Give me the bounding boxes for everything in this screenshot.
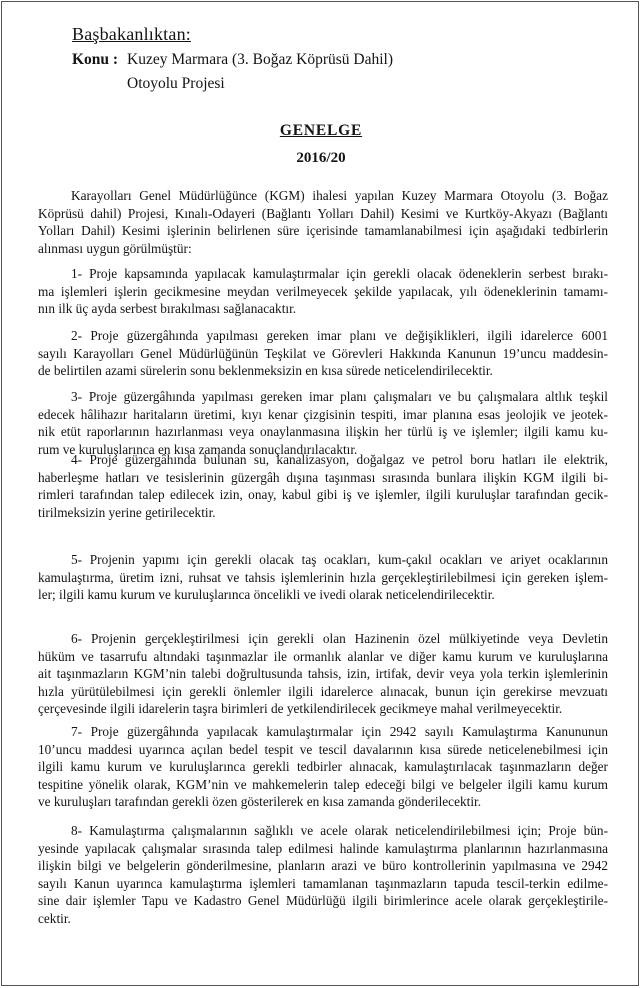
paragraph-line: tespitine yönelik olarak, KGM’nin ve mahkemelerin talep edeceği bilgi ve belgeler ilgili kamu kurum [38, 776, 608, 792]
paragraph-line: hızla yürütülebilmesi için gerekli önlemler ilgili idarelerce alınacak, bunun için gerekirse mevzuatı [38, 683, 608, 699]
paragraph-5 [38, 551, 608, 604]
paragraph-line: ait taşınmazların KGM’nin talebi doğrultusunda tahsis, izin, irtifak, devir veya yola terkin işlemlerinin [38, 666, 608, 681]
paragraph-line: rum ve kuruluşlarınca en kısa zamanda sonuçlandırılacaktır. [38, 441, 358, 457]
paragraph-line: 5- Projenin yapımı için gerekli olacak taş ocakları, kum-çakıl ocakları ve ariyet ocaklarının [71, 552, 608, 567]
subject-block [72, 48, 393, 96]
paragraph-line: 10’uncu maddesi uyarınca açılan bedel tespit ve tescil davalarının kısa sürede neticelenebilmesi için [38, 741, 608, 757]
paragraph-7 [38, 723, 608, 811]
paragraph-2 [38, 327, 608, 380]
paragraph-line: rimleri tarafından talep edilecek izin, onay, kabul gibi iş ve işlemler, ilgili kuruluşlar tarafından gecik- [38, 487, 608, 502]
paragraph-line: cektir. [38, 910, 71, 926]
paragraph-line: 8- Kamulaştırma çalışmalarının sağlıklı ve acele olarak neticelendirilebilmesi için; Proje bün- [71, 823, 608, 838]
paragraph-line: sayılı Karayolları Genel Müdürlüğünün Teşkilat ve Görevleri Hakkında Kanunun 19’uncu maddesin- [38, 345, 608, 361]
paragraph-line: Karayolları Genel Müdürlüğünce (KGM) ihalesi yapılan Kuzey Marmara Otoyolu (3. Boğaz [71, 188, 608, 203]
paragraph-1 [38, 265, 608, 318]
paragraph-line: ve kuruluşları tarafından gerekli özen gösterilerek en kısa zamanda gönderilecektir. [38, 794, 482, 809]
document-title: GENELGE [279, 122, 363, 139]
paragraph-line: hüküm ve tasarrufu altındaki taşınmazlar ile ormanlık alanlar ve diğer kamu kurum ve kuruluşlarına [38, 648, 608, 664]
subject-label: Konu : [72, 51, 119, 68]
paragraph-line: edecek hâlihazır haritaların üretimi, kıyı kenar çizgisinin tespiti, imar planına esas jeolojik ve jeotek- [38, 406, 608, 422]
paragraph-line: Yolları Dahil) Kesimi işlerinin belirlenen süre içerisinde tamamlanabilmesi için aşağıdaki tedbirlerin [38, 223, 608, 238]
paragraph-line: ma işlemleri işlerin gecikmesine meydan verilmeyecek şekilde yapılacak, yılı ödeneklerinin tamamı- [38, 283, 608, 299]
paragraph-8 [38, 822, 608, 927]
paragraph-0 [38, 187, 608, 257]
paragraph-line: nın ilk üç ayda serbest bırakılması sağlanacaktır. [38, 301, 297, 316]
paragraph-line: ilişkin bilgi ve belgelerin gönderilmesine, planların arazi ve büro kontrollerinin yapılmasına ve 2942 [38, 858, 608, 873]
paragraph-line: nik etüt raporlarının hazırlanması veya onaylanmasına ilişkin her türlü iş ve işlemler; ilgili kamu ku- [38, 424, 608, 439]
subject-line-2: Otoyolu Projesi [127, 75, 225, 92]
paragraph-line: sayılı Kanun uyarınca kamulaştırma işlemleri tamamlanan taşınmazların tapuda tescil-terkin edilme- [38, 875, 608, 891]
paragraph-line: ilgili kamu kurum ve kuruluşlarınca gerekli tedbirler alınacak, kamulaştırılacak taşınmazların değer [38, 759, 608, 774]
paragraph-line: tirilmeksizin yerine getirilecektir. [38, 504, 216, 520]
paragraph-line: çerçevesinde ilgili idarelerin taşra birimleri de yetkilendirilecek gecikmeye mahal verilmeyecektir. [38, 701, 563, 716]
issuing-institution: Başbakanlıktan: [72, 24, 191, 44]
paragraph-line: alınması uygun görülmüştür: [38, 240, 192, 256]
paragraph-line: sine dair işlemler Tapu ve Kadastro Genel Müdürlüğü ilgili birimlerince acele olarak gerçekleştirile- [38, 893, 608, 908]
paragraph-6 [38, 630, 608, 718]
paragraph-line: 3- Proje güzergâhında yapılması gereken imar planı çalışmaları ve bu çalışmalara altlık teşkil [71, 389, 608, 404]
paragraph-line: 7- Proje güzergâhında yapılacak kamulaştırmalar için 2942 sayılı Kamulaştırma Kanununun [71, 724, 608, 739]
paragraph-line: Köprüsü dahil) Projesi, Kınalı-Odayeri (Bağlantı Yolları Dahil) Kesimi ve Kurtköy-Akyazı (Bağlantı [38, 205, 608, 221]
document-number: 2016/20 [296, 150, 346, 166]
subject-line-1: Kuzey Marmara (3. Boğaz Köprüsü Dahil) [127, 51, 393, 68]
paragraph-line: 4- Proje güzergâhında bulunan su, kanalizasyon, doğalgaz ve petrol boru hatları ile elektrik, [71, 452, 608, 467]
paragraph-4 [38, 451, 608, 521]
paragraph-line: ler; ilgili kamu kurum ve kuruluşlarınca öncelikli ve ivedi olarak neticelendirilecektir. [38, 587, 495, 602]
paragraph-line: 1- Proje kapsamında yapılacak kamulaştırmalar için gerekli olacak ödeneklerin serbest bırakı- [71, 266, 608, 281]
paragraph-line: yesinde yapılacak çalışmalar sırasında talep edilmesi halinde kamulaştırma planlarının hazırlanmasına [38, 840, 608, 856]
paragraph-line: 6- Projenin gerçekleştirilmesi için gerekli olan Hazinenin özel mülkiyetinde veya Devletin [71, 631, 608, 646]
paragraph-line: 2- Proje güzergâhında yapılması gereken imar planı ve değişiklikleri, ilgili idarelerce 6001 [71, 328, 608, 343]
paragraph-line: haberleşme hatları ve tesislerinin güzergâh dışına taşınması sırasında bunlara ilişkin KGM ilgili bi- [38, 469, 608, 485]
paragraph-line: kamulaştırma, üretim izni, ruhsat ve tahsis işlemlerinin hızla gerçekleştirilebilmesi için gereken işlem- [38, 569, 608, 585]
paragraph-line: de belirtilen azami sürelerin sonu beklenmeksizin en kısa sürede neticelendirilecektir. [38, 363, 493, 378]
paragraph-3 [38, 388, 608, 458]
